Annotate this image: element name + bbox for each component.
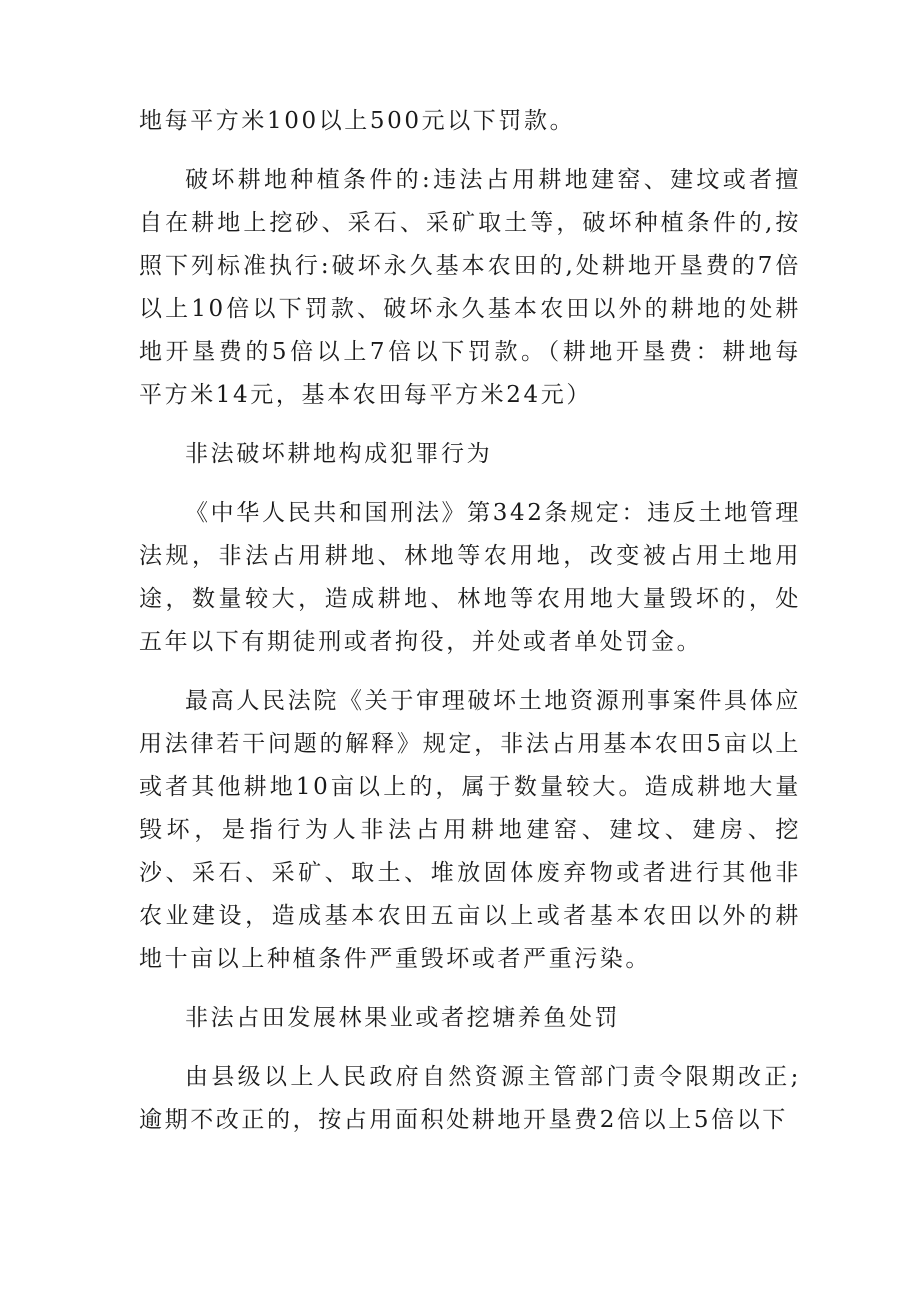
paragraph-supreme-court-interpretation: 最高人民法院《关于审理破坏土地资源刑事案件具体应用法律若干问题的解释》规定，非法占用基本农田5亩以上或者其他耕地10亩以上的，属于数量较大。造成耕地大量毁坏，是指行为人非法占用耕地建窑、建坟、建房、挖沙、采石、采矿、取土、堆放固体废弃物或者进行其他非农业建设，造成基本农田五亩以上或者基本农田以外的耕地十亩以上种植条件严重毁坏或者严重污染。 xyxy=(139,688,801,972)
section-heading-crime: 非法破坏耕地构成犯罪行为 xyxy=(185,441,493,467)
paragraph-destroy-planting-conditions: 破坏耕地种植条件的:违法占用耕地建窑、建坟或者擅自在耕地上挖砂、采石、采矿取土等，破坏种植条件的,按照下列标准执行:破坏永久基本农田的,处耕地开垦费的7倍以上10倍以下罚款、破坏永久基本农田以外的耕地的处耕地开垦费的5倍以上7倍以下罚款。（耕地开垦费：耕地每平方米14元，基本农田每平方米24元） xyxy=(139,167,801,408)
document-body xyxy=(139,100,801,1158)
paragraph-criminal-law-342: 《中华人民共和国刑法》第342条规定：违反土地管理法规，非法占用耕地、林地等农用地，改变被占用土地用途，数量较大，造成耕地、林地等农用地大量毁坏的，处五年以下有期徒刑或者拘役，并处或者单处罚金。 xyxy=(139,500,801,655)
paragraph-continuation: 地每平方米100以上500元以下罚款。 xyxy=(139,108,576,134)
paragraph-penalty-correction: 由县级以上人民政府自然资源主管部门责令限期改正;逾期不改正的，按占用面积处耕地开垦费2倍以上5倍以下 xyxy=(139,1064,801,1133)
section-heading-fruit-fish: 非法占田发展林果业或者挖塘养鱼处罚 xyxy=(185,1005,621,1031)
